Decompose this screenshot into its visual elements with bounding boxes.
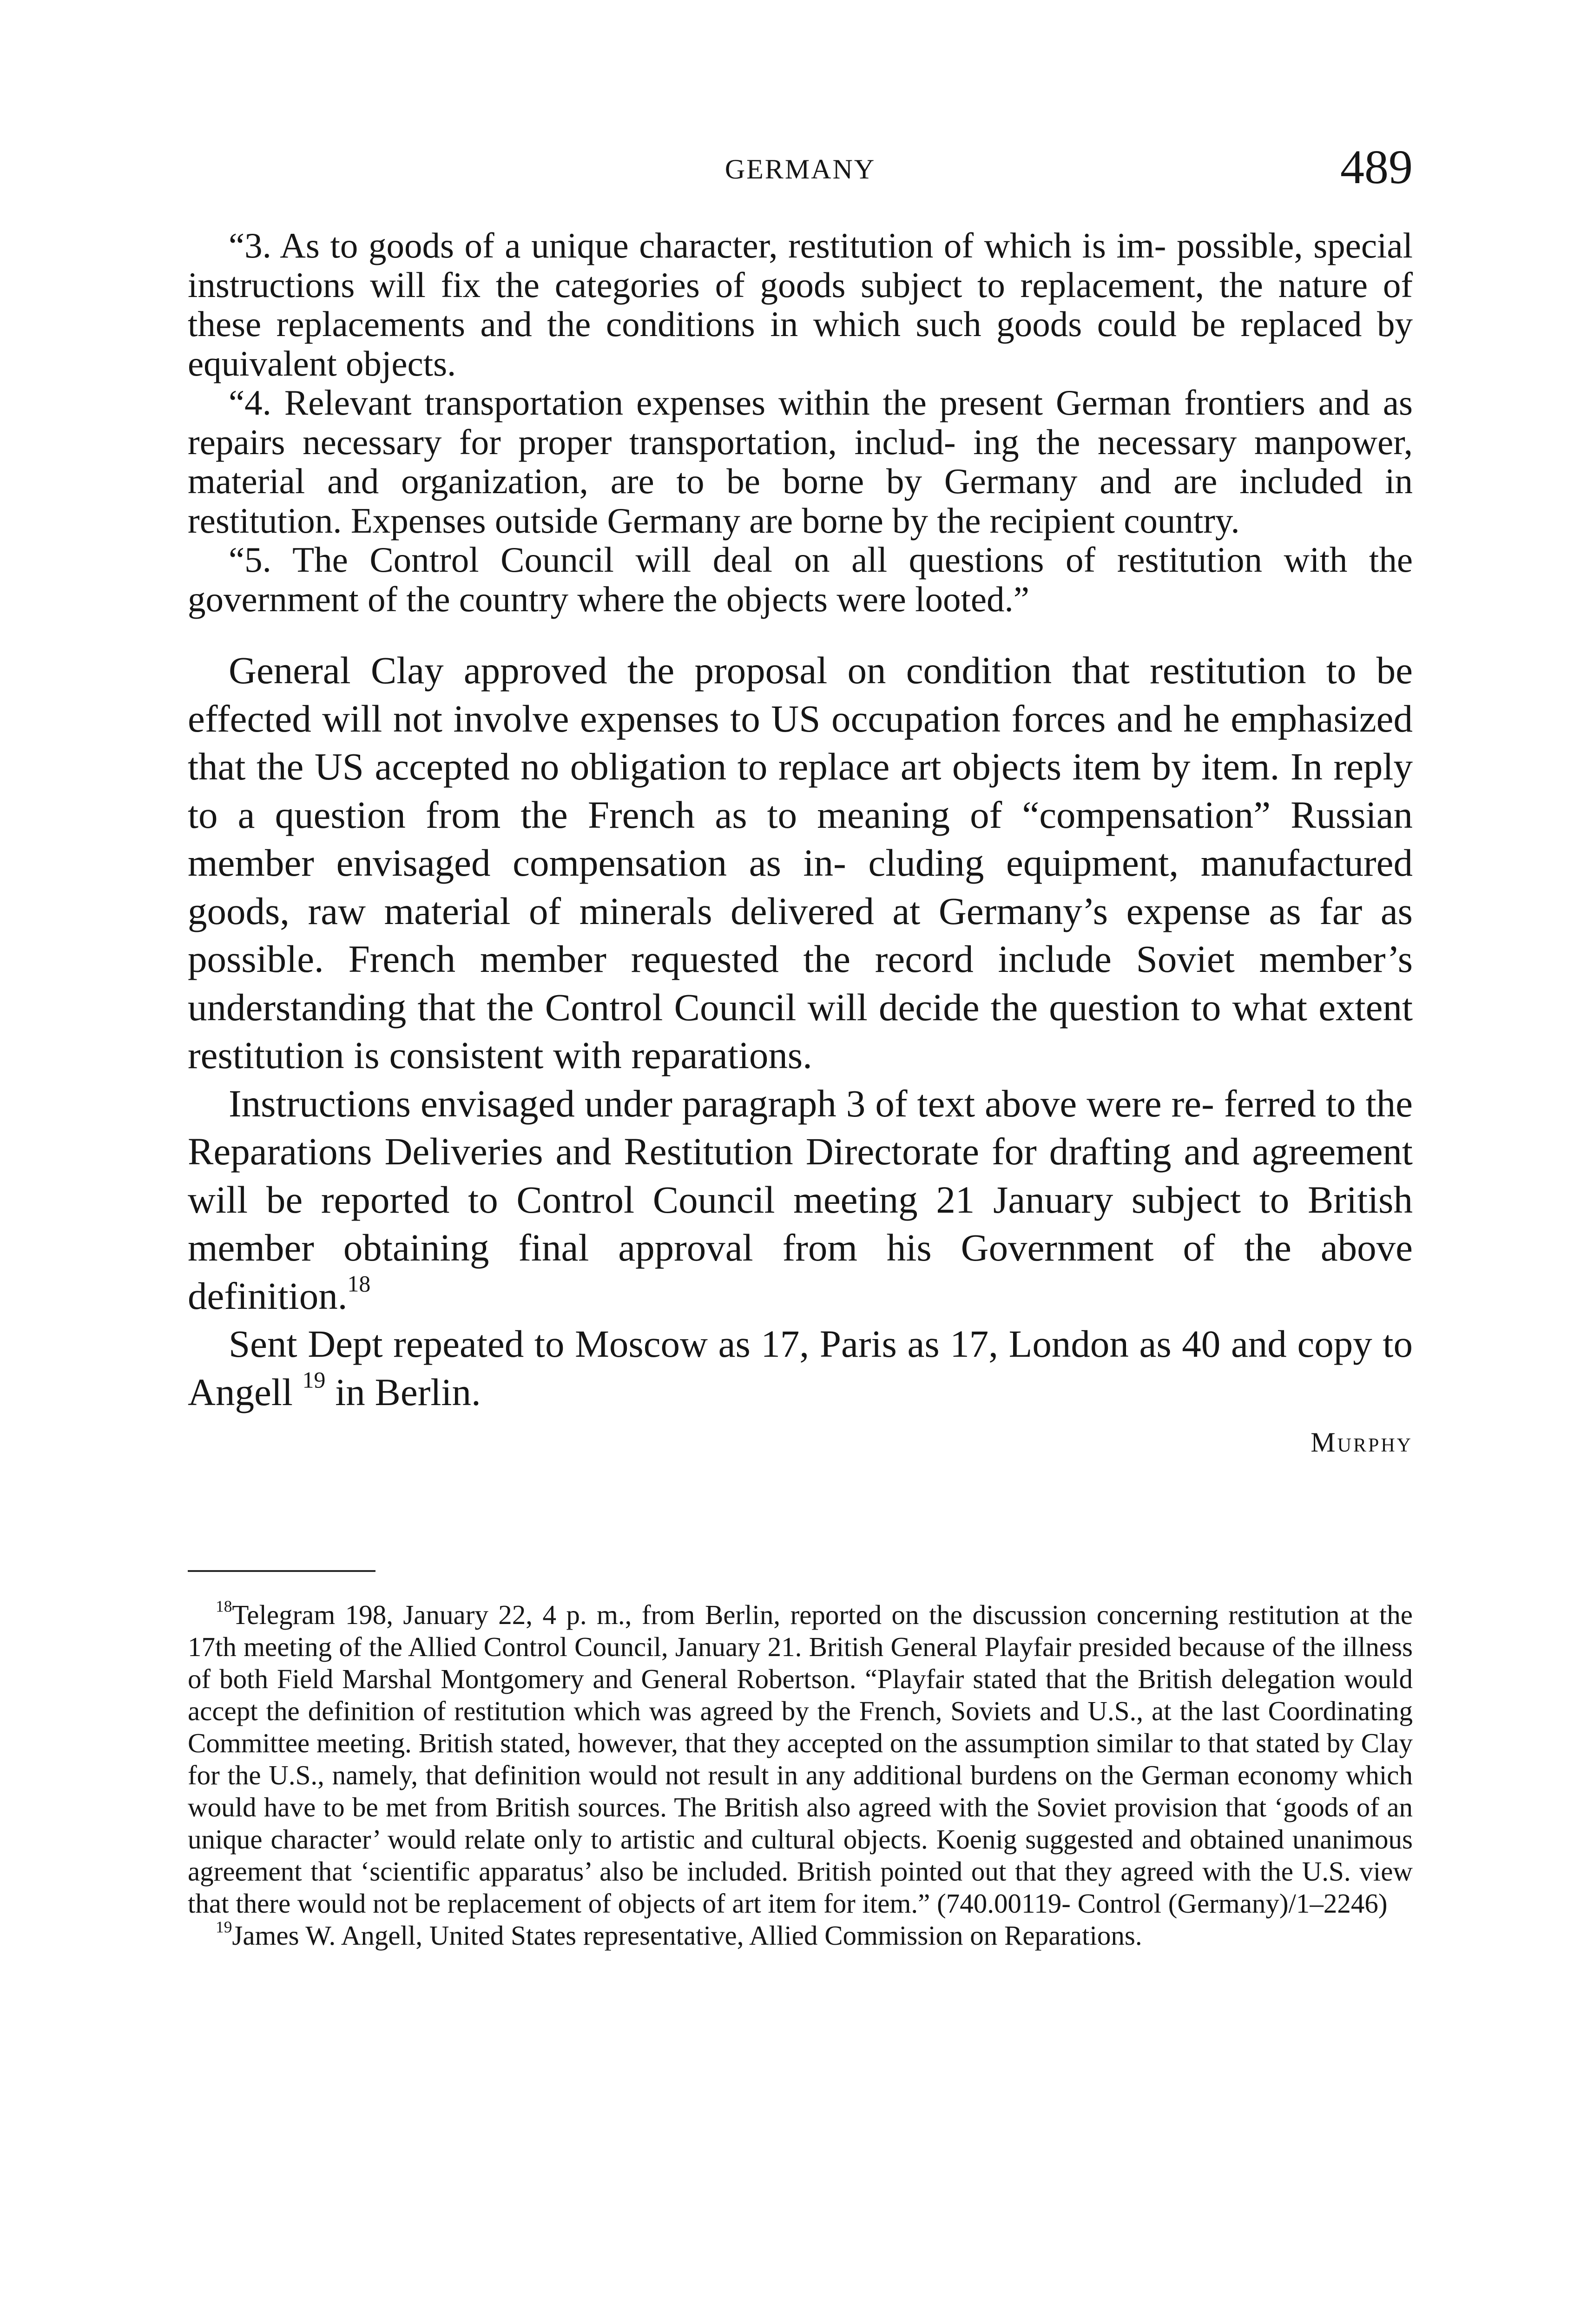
- quoted-paragraph-3: “3. As to goods of a unique character, restitution of which is im- possible, special instructions will fix the categories of goods subject to replacement, the nature of these replacements and the conditions in which such goods could be replaced by equivalent objects.: [188, 225, 1413, 383]
- quoted-paragraph-4: “4. Relevant transportation expenses within the present German frontiers and as repairs necessary for proper transportation, includ- ing the necessary manpower, material and organization, are to be borne by Germany and are included in restitution. Expenses outside Germany are borne by the recipient country.: [188, 383, 1413, 541]
- footnote-18: [188, 1599, 1413, 1920]
- clay-paragraph: General Clay approved the proposal on condition that restitution to be effected will not involve expenses to US occupation forces and he emphasized that the US accepted no obligation to replace art objects item by item. In reply to a question from the French as to meaning of “compensation” Russian member envisaged compensation as in- cluding equipment, manufactured goods, raw material of minerals delivered at Germany’s expense as far as possible. French member requested the record include Soviet member’s understanding that the Control Council will decide the question to what extent restitution is consistent with reparations.: [188, 649, 1413, 1076]
- sent-text-end: in Berlin.: [325, 1370, 481, 1413]
- quoted-paragraph-5: “5. The Control Council will deal on all questions of restitution with the government of the country where the objects were looted.”: [188, 540, 1413, 619]
- signature: Murphy: [1311, 1427, 1413, 1458]
- footnote-divider: [188, 1570, 375, 1572]
- footnote-18-marker: 18: [216, 1597, 232, 1616]
- footnote-18-text: Telegram 198, January 22, 4 p. m., from Berlin, reported on the discussion concerning restitution at the 17th meeting of the Allied Control Council, January 21. British General Playfair presided because of the illness of both Field Marshal Montgomery and General Robertson. “Playfair stated that the British delegation would accept the definition of restitution which was agreed by the French, Soviets and U.S., at the last Coordinating Committee meeting. British stated, however, that they accepted on the assumption similar to that stated by Clay for the U.S., namely, that definition would not result in any additional burdens on the German economy which would have to be met from British sources. The British also agreed with the Soviet provision that ‘goods of an unique character’ would relate only to artistic and cultural objects. Koenig suggested and obtained unanimous agreement that ‘scientific apparatus’ also be included. British pointed out that they agreed with the U.S. view that there would not be replacement of objects of art item for item.” (740.00119- Control (Germany)/1–2246): [188, 1599, 1413, 1919]
- instructions-paragraph: [188, 1080, 1413, 1320]
- footnotes: [188, 1599, 1413, 1952]
- body-text: [188, 226, 1413, 1461]
- footnote-ref-18: 18: [347, 1271, 371, 1297]
- instructions-text: Instructions envisaged under paragraph 3 of text above were re- ferred to the Reparations Deliveries and Restitution Directorate for drafting and agreement will be reported to Control Council meeting 21 January subject to British member obtaining final approval from his Government of the above definition.: [188, 1082, 1413, 1317]
- running-title: GERMANY: [724, 154, 876, 185]
- paragraph-gap: [188, 619, 1413, 647]
- sent-text: Sent Dept repeated to Moscow as 17, Paris as 17, London as 40 and copy to Angell: [188, 1322, 1413, 1413]
- page-number: 489: [1340, 140, 1413, 194]
- sent-paragraph: [188, 1320, 1413, 1416]
- footnote-19-text: James W. Angell, United States representative, Allied Commission on Reparations.: [232, 1920, 1142, 1951]
- footnote-19: [188, 1917, 1413, 1952]
- running-head: [188, 139, 1413, 194]
- footnote-ref-19: 19: [302, 1367, 326, 1393]
- footnote-19-marker: 19: [216, 1917, 232, 1936]
